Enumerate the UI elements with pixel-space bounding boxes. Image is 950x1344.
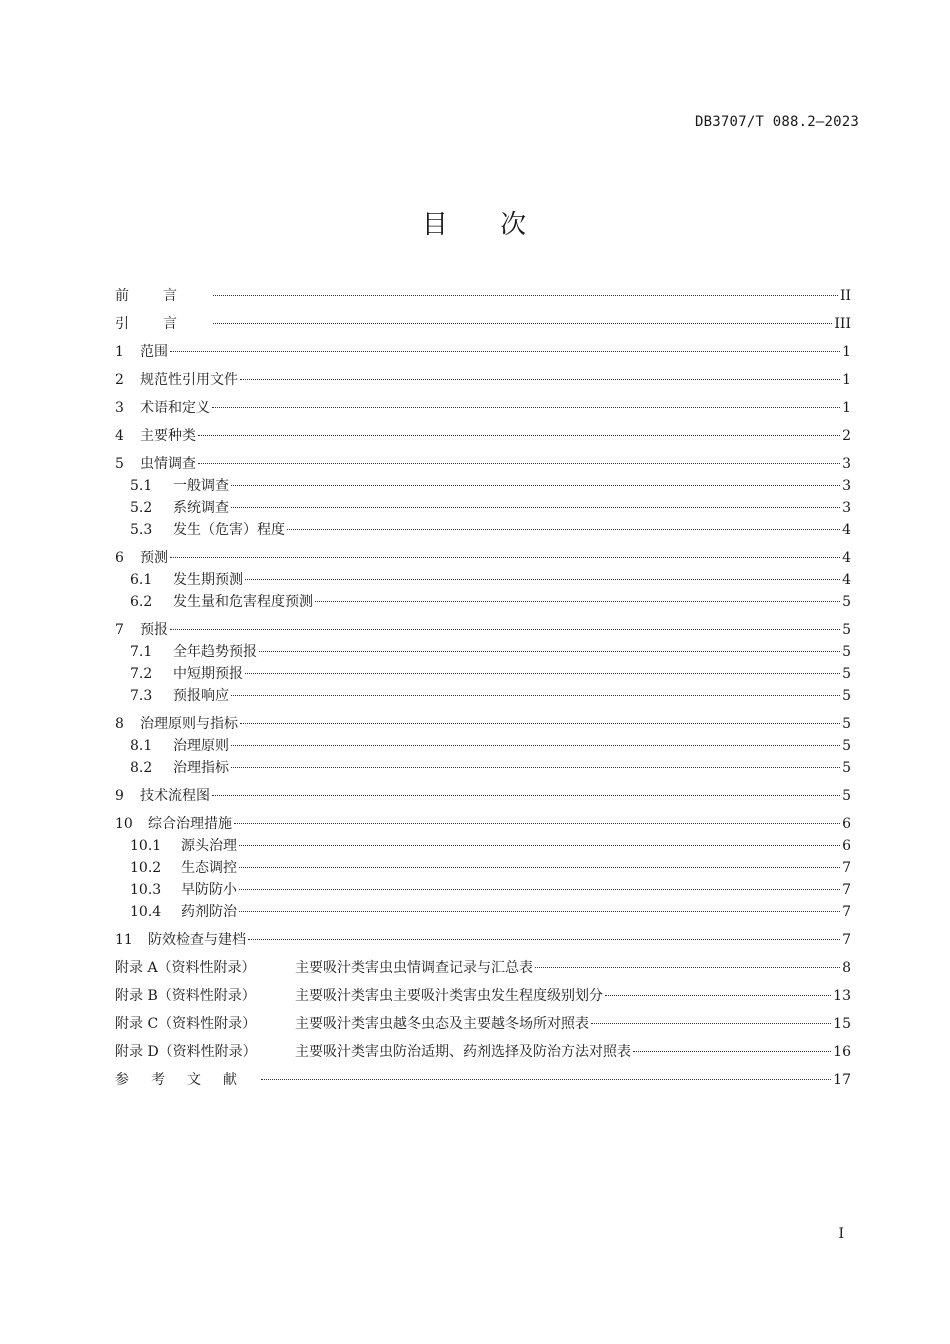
toc-entry-number: 附录 C（资料性附录） [115, 1016, 257, 1032]
toc-entry[interactable] [115, 569, 851, 591]
toc-entry[interactable] [115, 475, 851, 497]
toc-entry-page: 7 [842, 882, 851, 898]
dot-leader [245, 673, 840, 674]
dot-leader [239, 867, 840, 868]
toc-entry-page: 5 [842, 760, 851, 776]
toc-entry-label: 虫情调查 [140, 456, 196, 472]
toc-entry-page: 7 [842, 932, 851, 948]
toc-entry[interactable] [115, 985, 851, 1007]
toc-entry-page: 5 [842, 688, 851, 704]
toc-entry-page: II [839, 288, 851, 304]
toc-entry-number: 10.3 [130, 882, 162, 898]
dot-leader [315, 601, 840, 602]
toc-entry-page: 13 [833, 988, 851, 1004]
toc-entry[interactable] [115, 619, 851, 641]
toc-entry-page: 5 [842, 622, 851, 638]
toc-entry[interactable] [115, 341, 851, 363]
toc-entry-label: 规范性引用文件 [140, 372, 238, 388]
toc-entry-number: 1 [115, 344, 124, 360]
toc-entry-label: 主要吸汁类害虫主要吸汁类害虫发生程度级别划分 [295, 988, 603, 1004]
page-title: 目 次 [421, 210, 529, 240]
dot-leader [170, 629, 840, 630]
toc-entry[interactable] [115, 641, 851, 663]
toc-entry-page: 3 [842, 500, 851, 516]
dot-leader [259, 651, 840, 652]
toc-entry-page: 5 [842, 644, 851, 660]
toc-entry-page: 6 [842, 816, 851, 832]
toc-entry-page: 5 [842, 788, 851, 804]
toc-entry-label: 主要吸汁类害虫防治适期、药剂选择及防治方法对照表 [295, 1044, 631, 1060]
toc-entry-page: 16 [833, 1044, 851, 1060]
toc-entry-label: 主要吸汁类害虫越冬虫态及主要越冬场所对照表 [295, 1016, 589, 1032]
toc-entry-page: 7 [842, 904, 851, 920]
toc-entry-number: 5.2 [130, 500, 153, 516]
toc-entry-number: 11 [115, 932, 133, 948]
toc-entry[interactable] [115, 835, 851, 857]
toc-entry-label: 防效检查与建档 [148, 932, 246, 948]
toc-entry-label: 治理原则与指标 [140, 716, 238, 732]
toc-entry-number: 10.4 [130, 904, 162, 920]
toc-entry-label: 系统调查 [173, 500, 229, 516]
toc-entry-page: 8 [842, 960, 851, 976]
toc-entry-number: 10.1 [130, 838, 162, 854]
dot-leader [231, 485, 840, 486]
dot-leader [287, 529, 840, 530]
dot-leader [633, 1051, 831, 1052]
toc-entry-label: 主要吸汁类害虫虫情调查记录与汇总表 [295, 960, 533, 976]
dot-leader [213, 295, 838, 296]
dot-leader [240, 379, 840, 380]
toc-entry-number: 7.2 [130, 666, 153, 682]
toc-entry-label: 技术流程图 [140, 788, 210, 804]
toc-entry-page: 5 [842, 594, 851, 610]
toc-entry-page: 4 [842, 572, 851, 588]
toc-entry[interactable] [115, 735, 851, 757]
toc-entry[interactable] [115, 285, 851, 307]
toc-entry-page: 5 [842, 666, 851, 682]
toc-entry-label: 综合治理措施 [148, 816, 232, 832]
toc-entry-label: 主要种类 [140, 428, 196, 444]
toc-entry-label: 预报响应 [173, 688, 229, 704]
toc-entry-number: 8.2 [130, 760, 153, 776]
toc-entry[interactable] [115, 713, 851, 735]
toc-entry-page: 5 [842, 716, 851, 732]
table-of-contents [115, 285, 851, 1091]
toc-entry-label: 生态调控 [181, 860, 237, 876]
toc-entry[interactable] [115, 1013, 851, 1035]
dot-leader [234, 823, 840, 824]
toc-entry[interactable] [115, 757, 851, 779]
dot-leader [591, 1023, 831, 1024]
toc-entry-page: 3 [842, 478, 851, 494]
toc-entry-label: 药剂防治 [181, 904, 237, 920]
toc-entry-label: 前言 [115, 288, 211, 304]
toc-entry-label: 参考文献 [115, 1072, 259, 1088]
toc-entry-page: 4 [842, 550, 851, 566]
toc-entry-label: 中短期预报 [173, 666, 243, 682]
dot-leader [231, 695, 840, 696]
toc-entry-number: 5.3 [130, 522, 153, 538]
dot-leader [198, 463, 840, 464]
toc-entry[interactable] [115, 785, 851, 807]
toc-entry[interactable] [115, 313, 851, 335]
dot-leader [239, 911, 840, 912]
document-code: DB3707/T 088.2—2023 [695, 114, 859, 130]
dot-leader [231, 767, 840, 768]
toc-entry-page: 1 [842, 400, 851, 416]
toc-entry[interactable] [115, 663, 851, 685]
dot-leader [231, 745, 840, 746]
dot-leader [213, 323, 832, 324]
dot-leader [248, 939, 840, 940]
toc-entry[interactable] [115, 547, 851, 569]
toc-entry[interactable] [115, 813, 851, 835]
toc-entry-number: 5 [115, 456, 124, 472]
toc-entry-label: 全年趋势预报 [173, 644, 257, 660]
toc-entry[interactable] [115, 685, 851, 707]
toc-entry[interactable] [115, 879, 851, 901]
toc-entry-number: 附录 B（资料性附录） [115, 988, 256, 1004]
toc-entry[interactable] [115, 901, 851, 923]
toc-entry-label: 治理原则 [173, 738, 229, 754]
toc-entry-page: 3 [842, 456, 851, 472]
page-number: I [838, 1226, 844, 1242]
toc-entry[interactable] [115, 369, 851, 391]
toc-entry-label: 治理指标 [173, 760, 229, 776]
toc-entry[interactable] [115, 425, 851, 447]
toc-entry-page: III [834, 316, 851, 332]
toc-entry-label: 范围 [140, 344, 168, 360]
toc-entry[interactable] [115, 591, 851, 613]
toc-entry[interactable] [115, 957, 851, 979]
toc-entry[interactable] [115, 857, 851, 879]
toc-entry-number: 8.1 [130, 738, 153, 754]
toc-entry-label: 引言 [115, 316, 211, 332]
toc-entry[interactable] [115, 929, 851, 951]
toc-entry-number: 2 [115, 372, 124, 388]
dot-leader [535, 967, 840, 968]
toc-entry-number: 10.2 [130, 860, 162, 876]
toc-entry-number: 附录 A（资料性附录） [115, 960, 256, 976]
toc-entry-page: 4 [842, 522, 851, 538]
toc-entry-page: 1 [842, 372, 851, 388]
toc-entry-number: 附录 D（资料性附录） [115, 1044, 257, 1060]
dot-leader [245, 579, 840, 580]
toc-entry-label: 源头治理 [181, 838, 237, 854]
dot-leader [239, 845, 840, 846]
dot-leader [261, 1079, 831, 1080]
toc-entry-number: 6.1 [130, 572, 153, 588]
toc-entry-page: 17 [833, 1072, 851, 1088]
toc-entry-number: 7.3 [130, 688, 153, 704]
toc-entry-label: 预报 [140, 622, 168, 638]
toc-entry-page: 5 [842, 738, 851, 754]
toc-entry-page: 1 [842, 344, 851, 360]
toc-entry[interactable] [115, 1069, 851, 1091]
toc-entry-label: 发生（危害）程度 [173, 522, 285, 538]
dot-leader [170, 557, 840, 558]
toc-entry-page: 2 [842, 428, 851, 444]
toc-entry[interactable] [115, 453, 851, 475]
toc-entry-number: 10 [115, 816, 133, 832]
dot-leader [212, 795, 840, 796]
toc-entry-label: 一般调查 [173, 478, 229, 494]
toc-entry-label: 早防防小 [181, 882, 237, 898]
toc-entry-page: 7 [842, 860, 851, 876]
toc-entry-number: 8 [115, 716, 124, 732]
dot-leader [239, 889, 840, 890]
toc-entry-label: 术语和定义 [140, 400, 210, 416]
toc-entry[interactable] [115, 397, 851, 419]
dot-leader [170, 351, 840, 352]
dot-leader [231, 507, 840, 508]
toc-entry-page: 15 [833, 1016, 851, 1032]
toc-entry-number: 9 [115, 788, 124, 804]
toc-entry-number: 6 [115, 550, 124, 566]
dot-leader [240, 723, 840, 724]
toc-entry[interactable] [115, 1041, 851, 1063]
toc-entry[interactable] [115, 497, 851, 519]
toc-entry-label: 预测 [140, 550, 168, 566]
toc-entry-label: 发生量和危害程度预测 [173, 594, 313, 610]
toc-entry-label: 发生期预测 [173, 572, 243, 588]
dot-leader [212, 407, 840, 408]
dot-leader [198, 435, 840, 436]
toc-entry-number: 5.1 [130, 478, 153, 494]
toc-entry-number: 7.1 [130, 644, 153, 660]
toc-entry-number: 3 [115, 400, 124, 416]
toc-entry[interactable] [115, 519, 851, 541]
dot-leader [605, 995, 831, 996]
toc-entry-number: 4 [115, 428, 124, 444]
toc-entry-number: 7 [115, 622, 124, 638]
toc-entry-number: 6.2 [130, 594, 153, 610]
toc-entry-page: 6 [842, 838, 851, 854]
